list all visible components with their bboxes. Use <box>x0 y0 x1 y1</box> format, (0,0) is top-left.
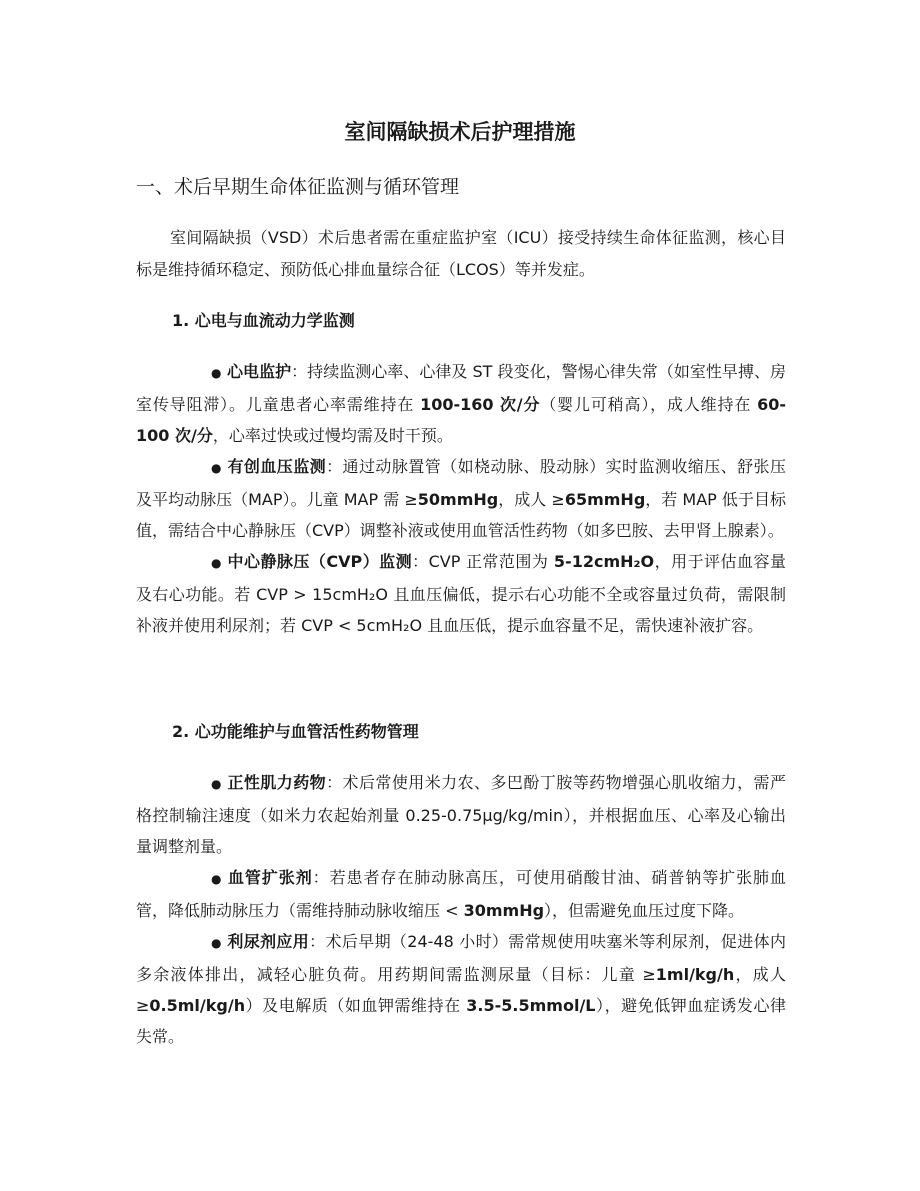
bullet-label: 心电监护 <box>227 362 292 381</box>
document-title: 室间隔缺损术后护理措施 <box>344 120 576 144</box>
bullet-label: 正性肌力药物 <box>227 773 327 792</box>
bullet-text: ，成人 ≥ <box>498 490 565 509</box>
bullet-text: ），避免低钾血症诱发心律失常。 <box>136 996 786 1046</box>
intro-paragraph: 室间隔缺损（VSD）术后患者需在重症监护室（ICU）接受持续生命体征监测，核心目标是维持循环稳定、预防低心排血量综合征（LCOS）等并发症。 <box>136 228 786 279</box>
list-item-vasodilators <box>136 862 786 926</box>
bullet-dot-icon: ● <box>211 366 222 380</box>
list-item-diuretics <box>136 926 786 1052</box>
bullet-value: 5-12cmH₂O <box>553 552 655 571</box>
bullet-text: ：通过动脉置管（如桡动脉、股动脉）实时监测收缩压、舒张压及平均动脉压（MAP）。儿童 MAP 需 ≥ <box>136 457 786 509</box>
subsection-heading-cardiac-drugs: 2. 心功能维护与血管活性药物管理 <box>172 722 419 741</box>
bullet-dot-icon: ● <box>211 461 222 475</box>
section-heading: 一、术后早期生命体征监测与循环管理 <box>136 176 460 198</box>
bullet-text: ）及电解质（如血钾需维持在 <box>245 996 467 1015</box>
bullet-value: 1ml/kg/h <box>655 965 735 984</box>
bullet-label: 利尿剂应用 <box>227 932 310 951</box>
bullet-dot-icon: ● <box>211 872 222 886</box>
bullet-text: ：术后常使用米力农、多巴酚丁胺等药物增强心肌收缩力，需严格控制输注速度（如米力农起始剂量 0.25-0.75μg/kg/min），并根据血压、心率及心输出量调整剂量。 <box>136 773 786 856</box>
list-item-cvp-monitoring <box>136 546 786 641</box>
bullet-label: 血管扩张剂 <box>227 868 313 887</box>
bullet-value: 60-100 次/分 <box>136 395 787 445</box>
bullet-value: 0.5ml/kg/h <box>149 996 246 1015</box>
list-item-inotropes <box>136 767 786 862</box>
bullet-dot-icon: ● <box>211 556 222 570</box>
bullet-text: ），但需避免血压过度下降。 <box>544 901 745 920</box>
bullet-text: （婴儿可稍高），成人维持在 <box>540 395 758 414</box>
bullet-label: 有创血压监测 <box>227 457 327 476</box>
bullet-value: 30mmHg <box>463 901 545 920</box>
bullet-value: 3.5-5.5mmol/L <box>466 996 596 1015</box>
bullet-dot-icon: ● <box>211 777 222 791</box>
bullet-value: 100-160 次/分 <box>420 395 541 414</box>
bullet-label: 中心静脉压（CVP）监测 <box>227 552 413 571</box>
list-item-ecg-monitoring <box>136 356 786 451</box>
bullet-value: 50mmHg <box>417 490 499 509</box>
subsection-heading-ecg-hemodynamics: 1. 心电与血流动力学监测 <box>172 311 355 330</box>
list-item-invasive-bp <box>136 451 786 546</box>
bullet-text: ，用于评估血容量及右心功能。若 CVP > 15cmH₂O 且血压偏低，提示右心功能不全或容量过负荷，需限制补液并使用利尿剂；若 CVP < 5cmH₂O 且血压低，提示血容量不足，需快速补液扩容。 <box>136 552 786 635</box>
bullet-text: ：若患者存在肺动脉高压，可使用硝酸甘油、硝普钠等扩张肺血管，降低肺动脉压力（需维持肺动脉收缩压 < <box>136 868 786 920</box>
bullet-dot-icon: ● <box>211 936 222 950</box>
bullet-list-drugs <box>136 767 786 1052</box>
bullet-text: ：CVP 正常范围为 <box>412 552 554 571</box>
bullet-text: ，心率过快或过慢均需及时干预。 <box>212 426 453 445</box>
bullet-value: 65mmHg <box>564 490 646 509</box>
bullet-list-monitoring <box>136 356 786 641</box>
bullet-text: ，成人 ≥ <box>136 965 786 1015</box>
bullet-text: ：术后早期（24-48 小时）需常规使用呋塞米等利尿剂，促进体内多余液体排出，减轻心脏负荷。用药期间需监测尿量（目标：儿童 ≥ <box>136 932 786 984</box>
bullet-text: ：持续监测心率、心律及 ST 段变化，警惕心律失常（如室性早搏、房室传导阻滞）。儿童患者心率需维持在 <box>136 362 786 414</box>
bullet-text: ，若 MAP 低于目标值，需结合中心静脉压（CVP）调整补液或使用血管活性药物（如多巴胺、去甲肾上腺素）。 <box>136 490 786 540</box>
